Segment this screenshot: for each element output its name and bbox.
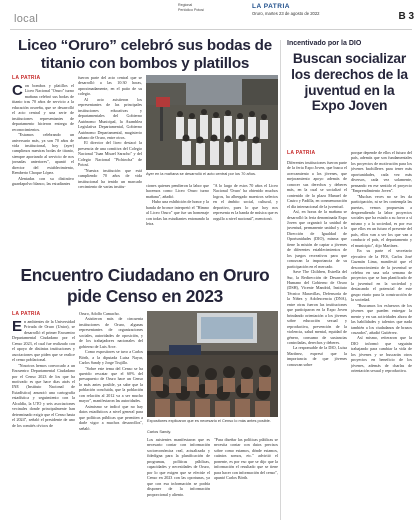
article2-col1-p2: "Nosotros hemos convocado a un Encuentro Departamental Ciudadano por el Censo 2023 de los que ha motivado es que hace dias atrás el INE (Instituto Nacional de Estadística) anunció una cartografía estadística y seguimiento con la Alcaldía, la UTO y seis asociaciones vecinales donde principalmente han determinado exigir que el Censo hasta el 2024", señaló el presidente de uno de los comités cívicos de bbox=[12, 362, 75, 428]
article3-col1-p1: Diferentes instituciones fueron parte de la feria Expo Joven, que busca el acercamiento a los jóvenes, que mejoramiento apoyo además de conocer sus derechos y deberes más, en la cual se socializó el contenido de la plaza Manuel de Castro y Padilla, en conmemoración el día internacional de la juventud. bbox=[287, 160, 347, 209]
ceremony-photo-image bbox=[146, 75, 278, 170]
article1-dropcap: C bbox=[12, 83, 23, 99]
masthead-center-line2: Periódico Potosí bbox=[178, 7, 205, 12]
masthead bbox=[0, 0, 420, 30]
article1-column-1 bbox=[12, 83, 74, 253]
article2-dropcap: E bbox=[12, 319, 23, 335]
masthead-center-line1: Regional bbox=[178, 3, 193, 7]
masthead-brand bbox=[252, 3, 320, 16]
article1-col3-p2: Hubo una exhibición de honor y la banda de bronce interpretó el "Himno al Liceo Oruro" que fue un homenaje con todas las estudiantes entonando la letra. bbox=[146, 199, 209, 227]
article1-col2-p4: "Nuestra institución que está cumpliendo 70 años de vida institucional ha tenido un marcado crecimiento de varias institu- bbox=[78, 167, 142, 190]
masthead-center bbox=[178, 3, 204, 12]
article3-col2-p4: "Buscamos los esfuerzos de los jóvenes que pueden entregar la mente y en sus actividades ahora de las habilidades y talentos que nada también a los ciudadanos de brazos cruzados", añadió Gutiérrez. bbox=[351, 302, 412, 335]
article1-byline: LA PATRIA bbox=[12, 75, 41, 81]
forum-photo-image bbox=[147, 311, 278, 417]
issue-date: Oruro, martes 23 de agosto de 2022 bbox=[252, 11, 320, 16]
article1-col3-p1: ciones quienes pendieron la labor que hacemos como Liceo Oruro turno mañana", añadió. bbox=[146, 183, 209, 199]
article1-col1-p1: on bombos y platillos el Liceo Nacional "Oruro" turno mañana celebró sus bodas de titanio tras 70 años de servicio a la educación orureña, que se desarrolló el acto central y una serie de instituciones representantes de departamento hicieron entrega de reconocimientos. bbox=[12, 83, 74, 132]
article3-col1-p2: Así, en horas de la mañana se desarrolló la feria denominada Expo Joven que organizó la unidad de juventud, permanente unidad y a la Dirección de Igualdad de Oportunidades (DIO), misma que tiene la misión de captar a jóvenes de diferentes establecimientos de los juegos recreativos para que conozcan la importancia de su participación en el mercado. bbox=[287, 209, 347, 269]
article2-photo-caption: Expositores explicaron que es necesario el Censo lo más antes posible. bbox=[147, 418, 271, 423]
article3-byline: LA PATRIA bbox=[287, 150, 316, 156]
article3-col1-p4: La responsable de la DIO, Luisa Martínez, expresó que la importancia de que jóvenes conozcan sobre bbox=[287, 345, 347, 367]
article1-headline: Liceo “Oruro” celebró sus bodas de titanio con bombos y platillos bbox=[18, 37, 272, 72]
article3-col2-p1: porque depende de ellos el futuro del país, además que son fundamentales los proyectos de motivación para los jóvenes bachilleres para tener más oportunidades, cada vez más diversos, cada vez solamente, pensando en ese sentido el proyecto "Emprendimiento Joven". bbox=[351, 150, 412, 194]
article2-col4-p1: "Para diseñar las políticas públicas se necesita contar con datos precisos sobre como estamos, dónde estamos, cuántos somos, etc." advirtió el ponente, es por eso que se dijo que la información el resultado que se tiene para hacer con información del censo", apuntó Carlos Börth. bbox=[214, 437, 278, 481]
article2-col2-p4: "Sobre este tema del Censo se ha querido rescatar que el 60% del presupuesto de Oruro hace un Censo lo más antes posible, ya sabe que la población concluida, que la población con relación al 2012 va a ser mucho mayor", manifestaron las autoridades. bbox=[79, 365, 143, 404]
article1-column-3 bbox=[146, 183, 209, 258]
article2-column-2 bbox=[79, 311, 143, 523]
article2-byline: LA PATRIA bbox=[12, 311, 41, 317]
page-number: B 3 bbox=[398, 11, 414, 22]
article2-col2-p3: Como expositores se tuvo a Carlos Börth, a la diputada Luisa Nayar, Carlos Sandy y Jorge Trujillo. bbox=[79, 349, 143, 366]
section-label: local bbox=[14, 13, 39, 25]
article2-col2-p2: Asistieron más de cincuenta instituciones de Oruro, algunas representantes de organizaciones sociales, autoridades de oposición, y de los trabajadores nacionales del gobierno de Luis Arce. bbox=[79, 316, 143, 349]
article1-col2-p3: El director del liceo destacó la presencia de una comitiva del Colegio Nacional "Juan Misael Saracho" y del Colegio Nacional "Pichincha" de Potosí. bbox=[78, 140, 142, 168]
article3-col1-p3: Save The Children, Estrella del Sur, la Redirección de Desarrollo Humano del Gobierno de Oruro (DSH), Vicente Mandrid, Instituto Técnico Maravillas, Defensoría de la Niñez y Adolescencia (DNA), entre otras fueron las instituciones que participaron en la Expo Joven brindando orientación a los jóvenes sobre educación sexual y reproductiva, prevención de la violencia, salud mental, equidad de género, consumo de sustancias controladas, derechos y deberes. bbox=[287, 269, 347, 345]
article1-col2-p1: fueron parte del acto central que se desarrolló a las 10:30 horas, aproximadamente, en el patio de su colegio. bbox=[78, 75, 142, 97]
article2-headline: Encuentro Ciudadano en Oruro pide Censo en 2023 bbox=[20, 265, 270, 306]
article1-col2-p2: Al acto asistieron los representantes de las principales instituciones educativas y departamentales del Gobierno Autónomo Municipal, la Asamblea Legislativa Departamental, Gobierno Autónomo Departamental, magisterio urbano de Oruro, entre otros. bbox=[78, 96, 142, 140]
article1-column-2 bbox=[78, 75, 142, 255]
newspaper-logo: LA PATRIA bbox=[252, 3, 290, 10]
article1-col1-p3: Alentadas con su distintivo guardapolvo blanco, las estudiantes bbox=[12, 175, 74, 187]
article3-col2-p2: "Muchas veces no se les da participación, ni se les contempla las puertas, vemos propuestas a desprendiendo la labor proyectos sociales que ha estado a su favor a sí mismo y a la sociedad, es por eso que ellos en un futuro el presente del país, ellos van a ser los que van a conducir el país, el departamento y el municipio", dijo Martínez. bbox=[351, 193, 412, 248]
article2-col2-p1: Oruro, Adolfo Camacho. bbox=[79, 311, 120, 316]
article2-photo-credit: Carlos Sandy. bbox=[147, 429, 172, 434]
article1-photo-caption: Ayer en la mañana se desarrolló el acto central por los 70 años. bbox=[146, 171, 257, 176]
article2-col3-p1: Los asistentes manifestaron que es necesario contar con información socioeconómica real, actualizada y fidedigna para la planificación de programas, políticas públicas, capacidades y necesidades de Oruro, por lo que exigen que se efectúe el Censo en 2023 con las oportunas, ya que con esa información se podría disponer de la información proporcional y aliento. bbox=[147, 437, 210, 497]
column-divider bbox=[280, 40, 281, 520]
article3-col2-p5: Así mismo, reiteraron que la DIO informó que seguirán trabajando para cambiar la vida de los jóvenes y se buscarán otros proyectos en beneficio de los jóvenes, además de charlas de orientación sexual y reproductiva. bbox=[351, 335, 412, 374]
article1-column-4 bbox=[213, 183, 278, 258]
article1-col4-p1: "A lo largo de estos 70 años el Liceo Nacional 'Oruro' ha obtenido muchos logros, ha albergado maestros selectos en el ámbito social, cultural, y deportivo, pues lo que hoy nos representa es la banda de música que es orgullo a nivel nacional", mencionó. bbox=[213, 183, 278, 221]
article3-column-2 bbox=[351, 150, 412, 523]
article3-column-1 bbox=[287, 160, 347, 523]
article2-column-3 bbox=[147, 437, 210, 523]
article3-kicker: Incentivado por la DIO bbox=[287, 40, 362, 47]
article2-col2-p5: Asimismo se indicó que no hay datos estadísticos a nivel general para que políticas públicas que permiten a darle vigor a muchos desarrollos", señaló. bbox=[79, 403, 143, 431]
top-rule bbox=[10, 29, 412, 30]
article1-photo bbox=[146, 75, 278, 170]
article3-col2-p3: En su parte el secretario ejecutivo de la FES, Carlos José Guzmán Lima, manifestó que el desconocimiento de la juventud se celebra en una sola semana de proyectos que se han planificado de la juventud en la sociedad y destacando el potencial de este grupo etario para la construcción de la sociedad. bbox=[351, 248, 412, 303]
article2-photo bbox=[147, 311, 278, 417]
article2-column-4 bbox=[214, 437, 278, 523]
article2-column-1 bbox=[12, 319, 75, 523]
article2-col1-p1: n ambientes de la Universidad Privada de Oruro (Unior), se desarrolló el primer Encuentro Departamental Ciudadano por el Censo 2023, el cual fue realizado con el apoyo de distintas instituciones y asociaciones que piden que se realice el censo poblacional. bbox=[12, 319, 75, 363]
article1-col1-p2: "Estamos celebrando un aniversario más, ya son 70 años de vida institucional, hoy (ayer) cumplimos nuestras bodas de titanio, siempre aportando al servicio de nos jornadas anteriores", apuntó el director del establecimiento, Remberto Choque López. bbox=[12, 132, 74, 176]
article3-headline: Buscan socializar los derechos de la juventud en la Expo Joven bbox=[291, 51, 408, 114]
